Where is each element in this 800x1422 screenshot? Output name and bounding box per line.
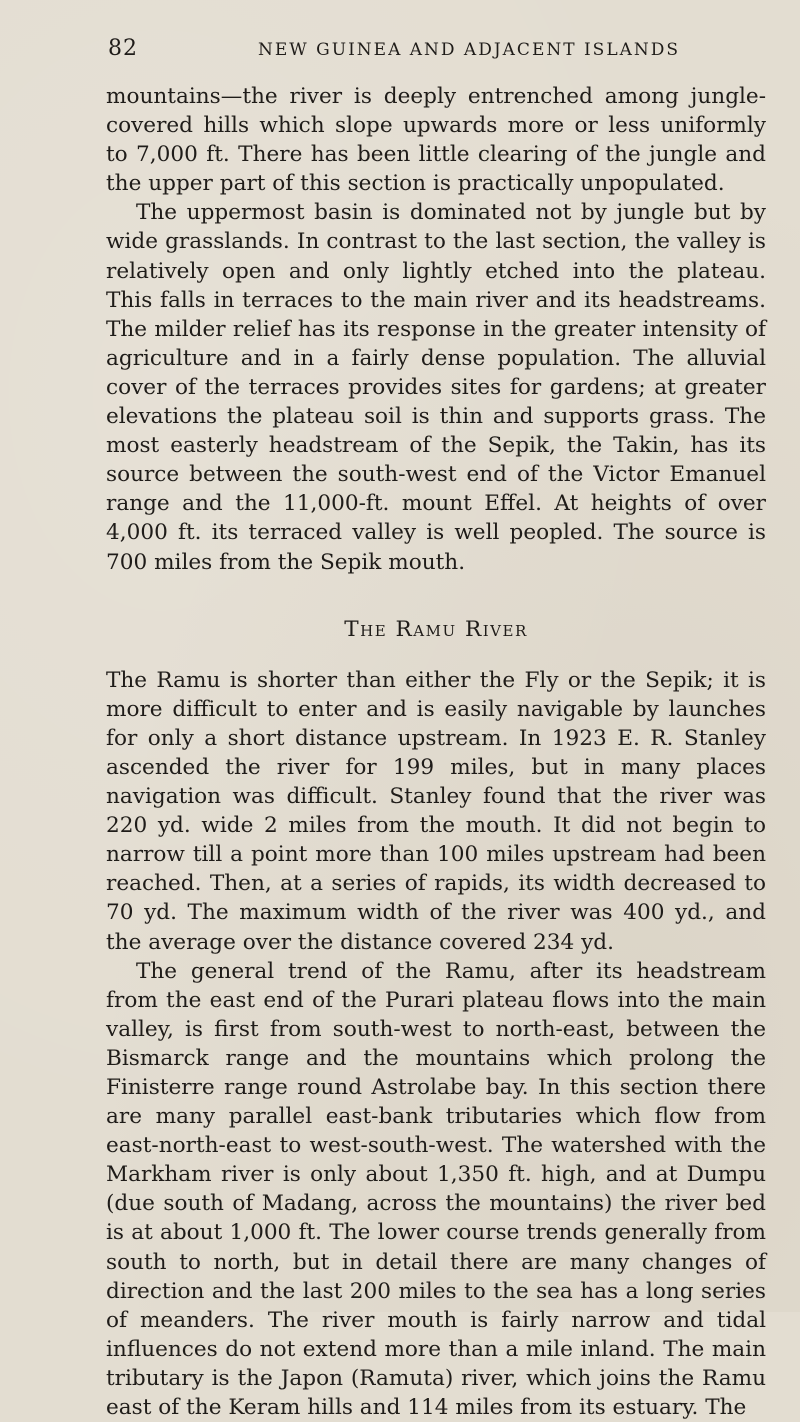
paragraph-ramu-intro: The Ramu is shorter than either the Fly or the Sepik; it is more difficult to enter and is easily navigable by launches for only a short distance upstream. In 1923 E. R. Stanley ascended the river for 199 miles, but in many places navigation was difficult. Stanley found that the river was 220 yd. wide 2 miles from the mouth. It did not begin to narrow till a point more than 100 miles upstream had been reached. Then, at a series of rapids, its width decreased to 70 yd. The maximum width of the river was 400 yd., and the average over the distance covered 234 yd.	[106, 667, 766, 955]
page-header	[108, 36, 748, 70]
paragraph-upper-basin: The uppermost basin is dominated not by jungle but by wide grasslands. In contrast to the last section, the valley is relatively open and only lightly etched into the plateau. This falls in terraces to the main river and its headstreams. The milder relief has its response in the greater intensity of agriculture and in a fairly dense population. The alluvial cover of the terraces provides sites for gardens; at greater elevations the plateau soil is thin and supports grass. The most easterly headstream of the Sepik, the Takin, has its source between the south-west end of the Victor Emanuel range and the 11,000-ft. mount Effel. At heights of over 4,000 ft. its terraced valley is well peopled. The source is 700 miles from the Sepik mouth.	[106, 200, 766, 575]
section-heading: The Ramu River	[344, 616, 528, 642]
paragraph-ramu-trend: The general trend of the Ramu, after its headstream from the east end of the Purari plateau flows into the main valley, is first from south-west to north-east, between the Bismarck range and the mountains which prolong the Finisterre range round Astrolabe bay. In this section there are many parallel east-bank tributaries which flow from east-north-east to west-south-west. The watershed with the Markham river is only about 1,350 ft. high, and at Dumpu (due south of Madang, across the mountains) the river bed is at about 1,000 ft. The lower course trends generally from south to north, but in detail there are many changes of direction and the last 200 miles to the sea has a long series of meanders. The river mouth is fairly narrow and tidal influences do not extend more than a mile inland. The main tributary is the Japon (Ramuta) river, which joins the Ramu east of the Keram hills and 114 miles from its estuary. The	[106, 958, 766, 1421]
page-number: 82	[108, 36, 138, 61]
paragraph-continued: mountains—the river is deeply entrenched among jungle-covered hills which slope upwards more or less uniformly to 7,000 ft. There has been little clearing of the jungle and the upper part of this section is practically unpopulated.	[106, 84, 766, 197]
body-text	[106, 82, 766, 1422]
running-head: NEW GUINEA AND ADJACENT ISLANDS	[258, 40, 681, 60]
